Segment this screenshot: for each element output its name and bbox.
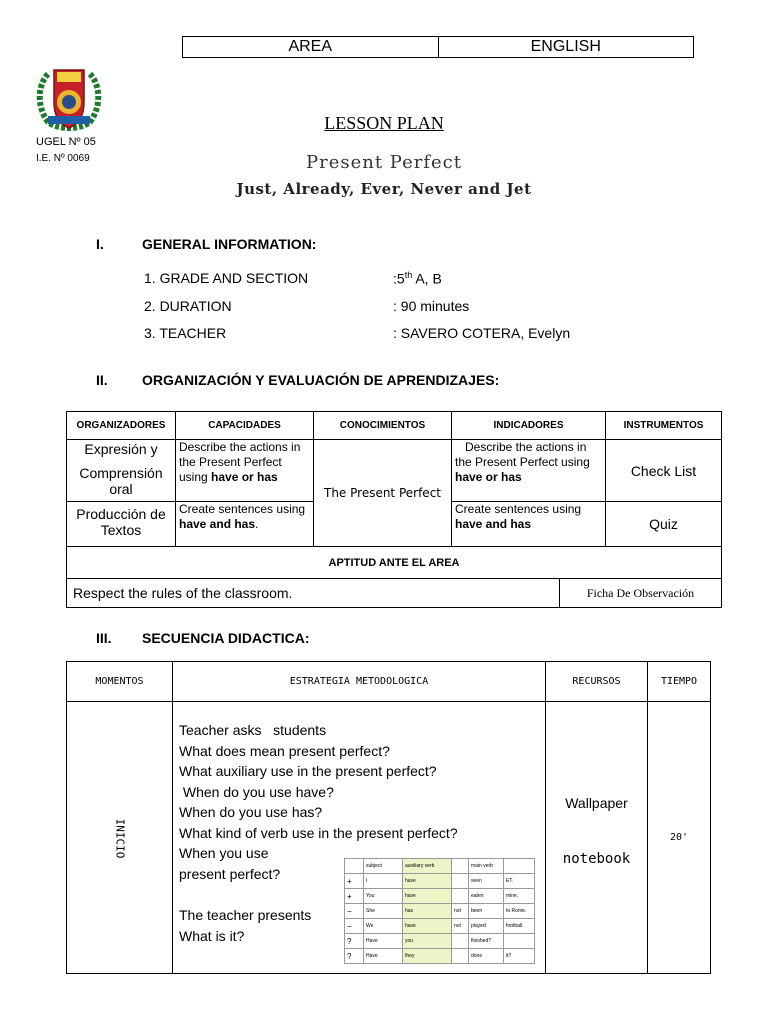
- moment-cell: [67, 702, 173, 974]
- info-grade-label: 1. GRADE AND SECTION: [144, 270, 309, 286]
- table-row: + You have eaten mine.: [345, 889, 535, 904]
- capacity-cell: Create sentences using have and has.: [176, 502, 314, 547]
- grammar-mini-table: subject auxiliary verb main verb + I have seen ET. + You have eaten mine. − She has not been to Rome. − We have not played football. ? Have you finished? ? Have they done it?: [344, 858, 535, 964]
- col-estrategia: ESTRATEGIA METODOLOGICA: [173, 662, 546, 702]
- col-tiempo: TIEMPO: [648, 662, 711, 702]
- organization-table: [66, 411, 722, 579]
- strategy-line: What kind of verb use in the present perfect?: [179, 824, 458, 841]
- strategy-line: When you use: [179, 845, 269, 861]
- organizer-cell: Producción de Textos: [67, 502, 176, 547]
- lesson-plan-title: LESSON PLAN: [324, 113, 444, 133]
- strategy-line: When do you use have?: [179, 783, 334, 800]
- instrument-cell: Check List: [606, 440, 722, 502]
- section-number: I.: [96, 236, 104, 252]
- info-duration-value: : 90 minutes: [393, 298, 470, 314]
- topic-title: Present Perfect: [306, 152, 462, 173]
- info-grade-value: :5th A, B: [393, 270, 442, 287]
- col-capacidades: CAPACIDADES: [176, 412, 314, 440]
- aptitud-text: Respect the rules of the classroom.: [67, 579, 560, 608]
- organizer-cell: Expresión y Comprensión oral: [67, 440, 176, 502]
- indicator-cell: Describe the actions in the Present Perfect using have or has: [452, 440, 606, 502]
- col-instrumentos: INSTRUMENTOS: [606, 412, 722, 440]
- section-number: II.: [96, 372, 108, 388]
- strategy-line: What auxiliary use in the present perfect?: [179, 763, 437, 779]
- info-teacher-value: : SAVERO COTERA, Evelyn: [393, 325, 571, 341]
- aptitud-table: [66, 578, 722, 608]
- knowledge-cell: The Present Perfect: [314, 440, 452, 547]
- strategy-line: What is it?: [179, 927, 245, 944]
- aptitud-title: APTITUD ANTE EL AREA: [67, 547, 722, 579]
- area-label: AREA: [183, 37, 439, 57]
- resource-notebook: notebook: [562, 851, 631, 867]
- time-cell: 20': [648, 702, 711, 974]
- col-organizadores: ORGANIZADORES: [67, 412, 176, 440]
- strategy-line: present perfect?: [179, 865, 281, 882]
- resources-cell: [546, 702, 648, 974]
- aptitud-instrument: Ficha De Observación: [560, 579, 722, 608]
- ugel-label: UGEL Nº 05: [36, 136, 96, 148]
- ie-label: I.E. Nº 0069: [36, 153, 90, 164]
- table-row: ? Have they done it?: [345, 949, 535, 964]
- strategy-line: When do you use has?: [179, 804, 323, 820]
- col-conocimientos: CONOCIMIENTOS: [314, 412, 452, 440]
- table-row: − We have not played football.: [345, 919, 535, 934]
- area-header: [182, 36, 694, 58]
- section-number: III.: [96, 630, 112, 646]
- col-momentos: MOMENTOS: [67, 662, 173, 702]
- subtopic-title: Just, Already, Ever, Never and Jet: [236, 180, 532, 198]
- resource-wallpaper: Wallpaper: [565, 795, 628, 811]
- section-title: ORGANIZACIÓN Y EVALUACIÓN DE APRENDIZAJES:: [142, 372, 500, 388]
- capacity-cell: Describe the actions in the Present Perfect using have or has: [176, 440, 314, 502]
- col-recursos: RECURSOS: [546, 662, 648, 702]
- info-teacher-label: 3. TEACHER: [144, 325, 227, 341]
- col-indicadores: INDICADORES: [452, 412, 606, 440]
- indicator-cell: Create sentences using have and has: [452, 502, 606, 547]
- strategy-line: Teacher asks students: [179, 722, 327, 738]
- info-duration-label: 2. DURATION: [144, 298, 232, 314]
- strategy-line: What does mean present perfect?: [179, 742, 390, 759]
- section-title: GENERAL INFORMATION:: [142, 236, 317, 252]
- section-title: SECUENCIA DIDACTICA:: [142, 630, 310, 646]
- moment-label: INICIO: [113, 818, 126, 858]
- table-row: ? Have you finished?: [345, 934, 535, 949]
- area-value: ENGLISH: [530, 38, 601, 55]
- strategy-line: The teacher presents: [179, 907, 312, 923]
- table-row: + I have seen ET.: [345, 874, 535, 889]
- instrument-cell: Quiz: [606, 502, 722, 547]
- table-row: − She has not been to Rome.: [345, 904, 535, 919]
